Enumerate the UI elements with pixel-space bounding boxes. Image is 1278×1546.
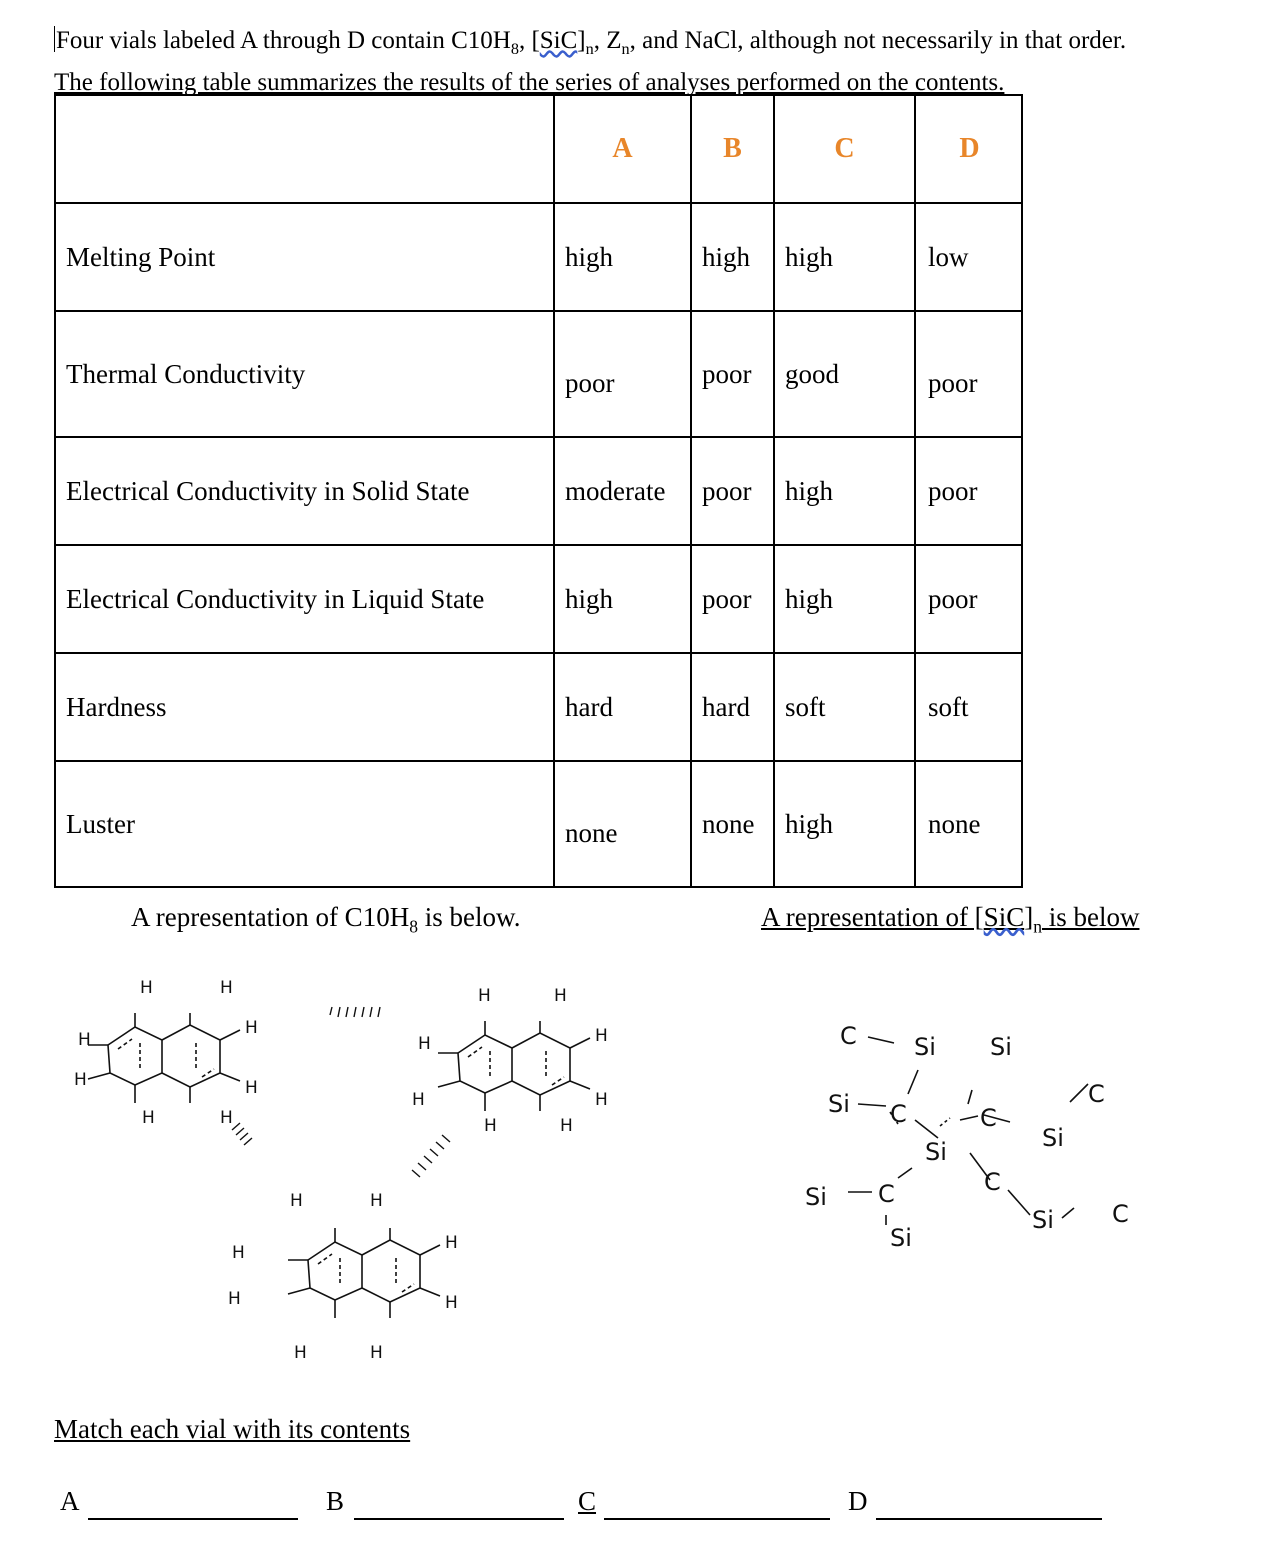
svg-text:Si: Si (1042, 1124, 1064, 1152)
table-row (55, 761, 1022, 887)
naphthalene-molecule-1 (74, 978, 258, 1128)
cell-d: poor (915, 311, 1022, 437)
answer-label-d: D (848, 1486, 868, 1516)
cell-b: hard (691, 653, 774, 761)
cell-b: poor (691, 311, 774, 437)
svg-text:Si: Si (828, 1090, 850, 1118)
svg-text:H: H (595, 1026, 608, 1046)
svg-text:H: H (142, 1108, 155, 1128)
answer-label-c: C (578, 1486, 597, 1516)
cell-b: poor (691, 545, 774, 653)
cell-a: moderate (554, 437, 691, 545)
svg-text:H: H (228, 1289, 241, 1309)
svg-text:H: H (220, 978, 233, 998)
answer-row (0, 1480, 1278, 1530)
cell-c: high (774, 203, 915, 311)
answer-blank-a[interactable] (88, 1518, 298, 1520)
cell-c: high (774, 545, 915, 653)
cell-d: soft (915, 653, 1022, 761)
intro-paragraph (54, 24, 1269, 100)
cell-b: high (691, 203, 774, 311)
sic-caption: A representation of $[SiC]_n$ is below (761, 902, 1140, 937)
svg-text:Si: Si (914, 1033, 936, 1061)
row-label: Melting Point (55, 203, 554, 311)
svg-text:Si: Si (805, 1183, 827, 1211)
answer-label-b: B (326, 1486, 345, 1516)
cell-c: good (774, 311, 915, 437)
table-row (55, 437, 1022, 545)
answer-blank-c[interactable] (604, 1518, 830, 1520)
svg-text:Si: Si (1032, 1206, 1054, 1234)
cell-c: soft (774, 653, 915, 761)
svg-text:C: C (1112, 1200, 1129, 1228)
svg-text:H: H (445, 1233, 458, 1253)
svg-text:H: H (484, 1116, 497, 1136)
svg-text:H: H (478, 986, 491, 1006)
naphthalene-molecule-3 (228, 1191, 458, 1363)
header-a: A (554, 95, 691, 203)
svg-text:H: H (78, 1030, 91, 1050)
row-label: Thermal Conductivity (55, 311, 554, 437)
svg-text:C: C (840, 1022, 857, 1050)
svg-text:C: C (980, 1104, 997, 1132)
svg-text:H: H (554, 986, 567, 1006)
cell-a: hard (554, 653, 691, 761)
row-label: Electrical Conductivity in Solid State (55, 437, 554, 545)
svg-text:Si: Si (925, 1138, 947, 1166)
svg-text:H: H (445, 1293, 458, 1313)
sic-atoms (805, 1022, 1129, 1252)
table-row (55, 653, 1022, 761)
answer-blank-d[interactable] (876, 1518, 1102, 1520)
svg-text:H: H (245, 1078, 258, 1098)
cell-d: none (915, 761, 1022, 887)
cell-b: poor (691, 437, 774, 545)
row-label: Hardness (55, 653, 554, 761)
svg-text:H: H (245, 1018, 258, 1038)
svg-text:H: H (370, 1191, 383, 1211)
cell-a: high (554, 203, 691, 311)
svg-text:H: H (560, 1116, 573, 1136)
cell-d: low (915, 203, 1022, 311)
text-cursor (54, 26, 55, 52)
cell-a: none (554, 761, 691, 887)
answer-label-a: A (60, 1486, 80, 1516)
svg-text:H: H (290, 1191, 303, 1211)
cell-d: poor (915, 437, 1022, 545)
svg-text:C: C (1088, 1080, 1105, 1108)
naphthalene-caption: A representation of $C10H_8$ is below. (131, 902, 521, 937)
svg-text:H: H (595, 1090, 608, 1110)
intro-line-2: The following table summarizes the results of the series of analyses performed on the contents. (54, 69, 1005, 96)
answer-blank-b[interactable] (354, 1518, 564, 1520)
naphthalene-molecule-2 (412, 986, 608, 1136)
header-b: B (691, 95, 774, 203)
row-label: Luster (55, 761, 554, 887)
row-label: Electrical Conductivity in Liquid State (55, 545, 554, 653)
table-row (55, 203, 1022, 311)
intro-line-1: Four vials labeled A through D contain $C10H_8$, $[SiC]_n$, $Z_n$, and NaCl, although not necessarily in that order. (56, 27, 1127, 58)
cell-d: poor (915, 545, 1022, 653)
cell-a: high (554, 545, 691, 653)
svg-text:H: H (74, 1070, 87, 1090)
header-corner (55, 95, 554, 203)
naphthalene-sketch (60, 965, 700, 1385)
header-c: C (774, 95, 915, 203)
cell-b: none (691, 761, 774, 887)
svg-text:H: H (418, 1034, 431, 1054)
svg-text:C: C (984, 1168, 1001, 1196)
svg-text:Si: Si (990, 1033, 1012, 1061)
match-prompt: Match each vial with its contents (54, 1414, 411, 1444)
svg-text:H: H (232, 1243, 245, 1263)
svg-text:H: H (220, 1108, 233, 1128)
cell-a: poor (554, 311, 691, 437)
cell-c: high (774, 437, 915, 545)
svg-text:Si: Si (890, 1224, 912, 1252)
table-row (55, 311, 1022, 437)
header-row (55, 95, 1022, 203)
sic-sketch (790, 1010, 1150, 1260)
svg-text:H: H (370, 1343, 383, 1363)
svg-text:C: C (878, 1180, 895, 1208)
cell-c: high (774, 761, 915, 887)
svg-text:H: H (412, 1090, 425, 1110)
table-row (55, 545, 1022, 653)
svg-text:H: H (140, 978, 153, 998)
svg-text:C: C (890, 1100, 907, 1128)
header-d: D (915, 95, 1022, 203)
results-table (54, 94, 1023, 888)
svg-text:H: H (294, 1343, 307, 1363)
